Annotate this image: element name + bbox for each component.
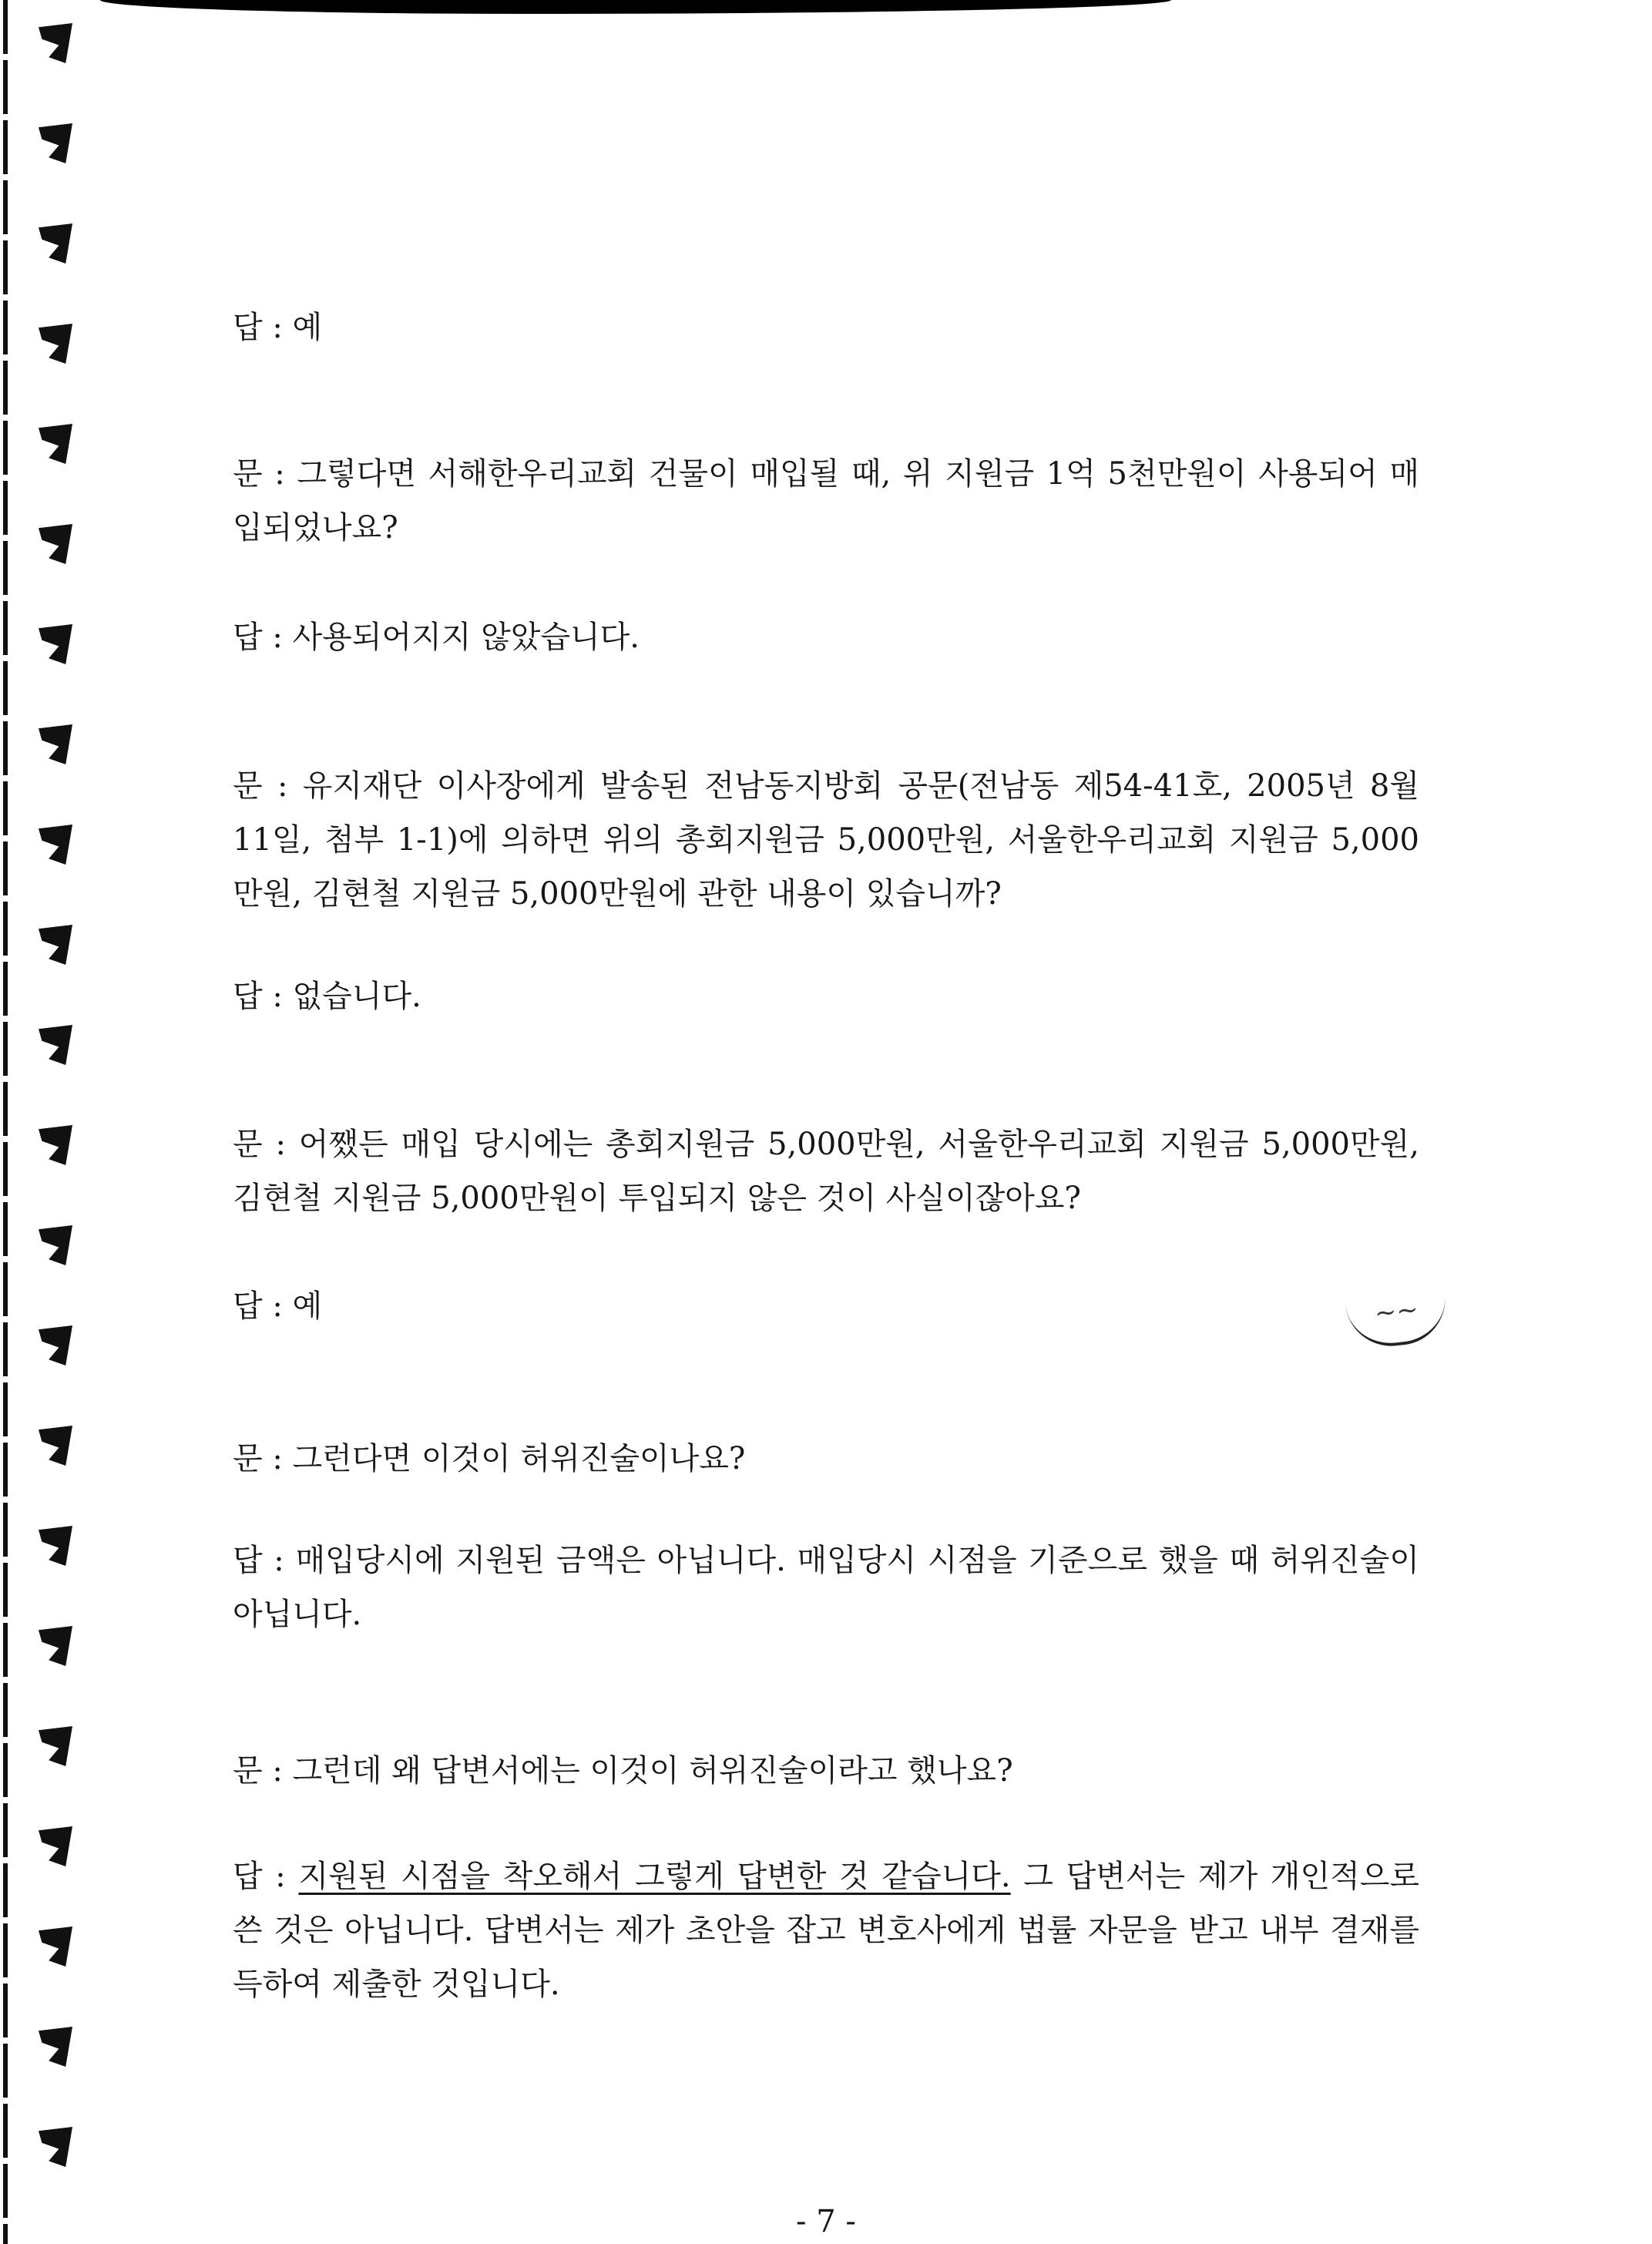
question-block: 문 : 그렇다면 서해한우리교회 건물이 매입될 때, 위 지원금 1억 5천만원이 사용되어 매입되었나요? [233,456,1419,546]
question-block: 문 : 그런데 왜 답변서에는 이것이 허위진술이라고 했나요? [233,1753,1013,1789]
answer-block: 답 : 예 [233,1288,323,1324]
binding-edge [3,0,8,2244]
binding-ring [39,1025,72,1065]
binding-ring [39,524,72,564]
binding-ring [39,724,72,764]
answer-block: 답 : 매입당시에 지원된 금액은 아닙니다. 매입당시 시점을 기준으로 했을 때 허위진술이 아닙니다. [233,1543,1419,1632]
binding-ring [39,1225,72,1265]
binding-ring [39,1125,72,1165]
question-block: 문 : 유지재단 이사장에게 발송된 전남동지방회 공문(전남동 제54-41호, 2005년 8월 11일, 첨부 1-1)에 의하면 위의 총회지원금 5,000만원, 서울한우리교회 지원금 5,000만원, 김현철 지원금 5,000만원에 관한 내용이 있습니까? [233,768,1420,912]
binding-ring [39,2027,72,2067]
binding-ring [39,1626,72,1666]
spiral-binding [0,0,100,2244]
binding-ring [39,624,72,664]
binding-ring [39,1426,72,1466]
answer-block: 답 : 지원된 시점을 착오해서 그렇게 답변한 것 같습니다. 그 답변서는 제가 개인적으로 쓴 것은 아닙니다. 답변서는 제가 초안을 잡고 변호사에게 법률 자문을 받고 내부 결재를 득하여 제출한 것입니다. [233,1859,1419,2002]
binding-ring [39,123,72,163]
answer-block: 답 : 없습니다. [233,979,421,1014]
binding-ring [39,23,72,63]
scan-top-shadow [100,0,1171,14]
page-number: - 7 - [796,2204,856,2239]
binding-ring [39,1826,72,1866]
binding-ring [39,825,72,865]
binding-ring [39,1526,72,1566]
binding-ring [39,1927,72,1967]
question-block: 문 : 어쨌든 매입 당시에는 총회지원금 5,000만원, 서울한우리교회 지원금 5,000만원, 김현철 지원금 5,000만원이 투입되지 않은 것이 사실이잖아요? [233,1127,1419,1216]
binding-ring [39,324,72,364]
binding-ring [39,1726,72,1766]
binding-ring [39,424,72,464]
binding-ring [39,925,72,965]
question-block: 문 : 그런다면 이것이 허위진술이나요? [233,1441,746,1476]
underlined-statement: 지원된 시점을 착오해서 그렇게 답변한 것 같습니다. [298,1859,1011,1894]
answer-block: 답 : 예 [233,310,323,345]
binding-ring [39,2127,72,2167]
seal-stamp: ~~ [1344,1283,1449,1350]
answer-block: 답 : 사용되어지지 않았습니다. [233,620,640,655]
binding-ring [39,1325,72,1366]
binding-ring [39,223,72,264]
